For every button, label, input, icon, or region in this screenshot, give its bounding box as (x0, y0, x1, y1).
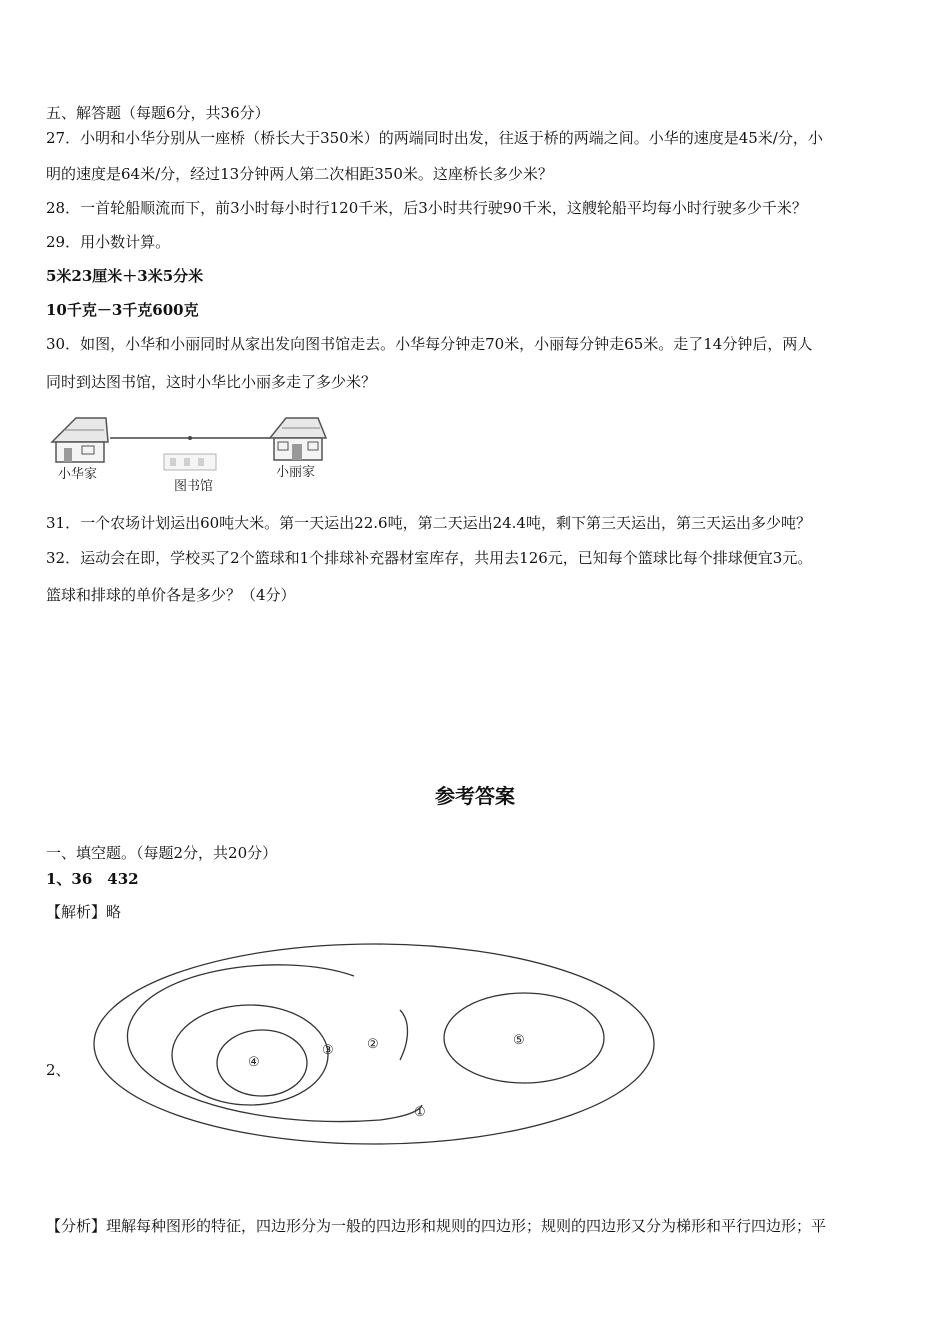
question-29-expr-a: 5米23厘米＋3米5分米 (46, 267, 204, 285)
ellipse-4 (217, 1030, 307, 1096)
label-xiaoli-home: 小丽家 (276, 465, 316, 480)
question-28: 28．一首轮船顺流而下，前3小时每小时行120千米，后3小时共行驶90千米，这艘轮船平均每小时行驶多少千米？ (46, 199, 807, 217)
section-heading: 五、解答题（每题6分，共36分） (46, 104, 270, 122)
house-icon-left (52, 418, 108, 462)
answer-1-analysis: 【解析】略 (46, 903, 122, 921)
question-31: 31．一个农场计划运出60吨大米。第一天运出22.6吨，第二天运出24.4吨，剩下第三天运出，第三天运出多少吨？ (46, 514, 811, 532)
answers-title: 参考答案 (435, 784, 515, 808)
library-icon (164, 454, 216, 470)
question-30-line1: 30．如图，小华和小丽同时从家出发向图书馆走去。小华每分钟走70米，小丽每分钟走65米。走了14分钟后，两人 (46, 335, 813, 353)
question-32-line1: 32．运动会在即，学校买了2个篮球和1个排球补充器材室库存，共用去126元，已知每个篮球比每个排球便宜3元。 (46, 549, 813, 567)
answers-section1-heading: 一、填空题。（每题2分，共20分） (46, 844, 278, 862)
question-29: 29．用小数计算。 (46, 233, 171, 251)
answer-2-label: 2、 (46, 1061, 71, 1079)
label-xiaohua-home: 小华家 (58, 467, 98, 482)
quadrilateral-venn-diagram (80, 940, 680, 1155)
answer-1: 1、36 432 (46, 870, 139, 888)
answer-2-analysis: 【分析】理解每种图形的特征，四边形分为一般的四边形和规则的四边形；规则的四边形又分为梯形和平行四边形；平 (46, 1217, 827, 1235)
region-2-label: ② (367, 1037, 379, 1052)
region-4-label: ④ (248, 1055, 260, 1070)
question-30-figure (46, 408, 336, 498)
region-5-label: ⑤ (513, 1033, 525, 1048)
question-27-line1: 27．小明和小华分别从一座桥（桥长大于350米）的两端同时出发，往返于桥的两端之间。小华的速度是45米/分，小 (46, 129, 823, 147)
question-30-line2: 同时到达图书馆，这时小华比小丽多走了多少米？ (46, 373, 377, 391)
region-1-label: ① (414, 1105, 426, 1120)
question-32-line2: 篮球和排球的单价各是多少？（4分） (46, 586, 296, 604)
house-icon-right (270, 418, 326, 460)
region-3-label: ③ (322, 1043, 334, 1058)
question-27-line2: 明的速度是64米/分，经过13分钟两人第二次相距350米。这座桥长多少米？ (46, 165, 553, 183)
label-library: 图书馆 (174, 479, 214, 494)
question-29-expr-b: 10千克－3千克600克 (46, 301, 199, 319)
